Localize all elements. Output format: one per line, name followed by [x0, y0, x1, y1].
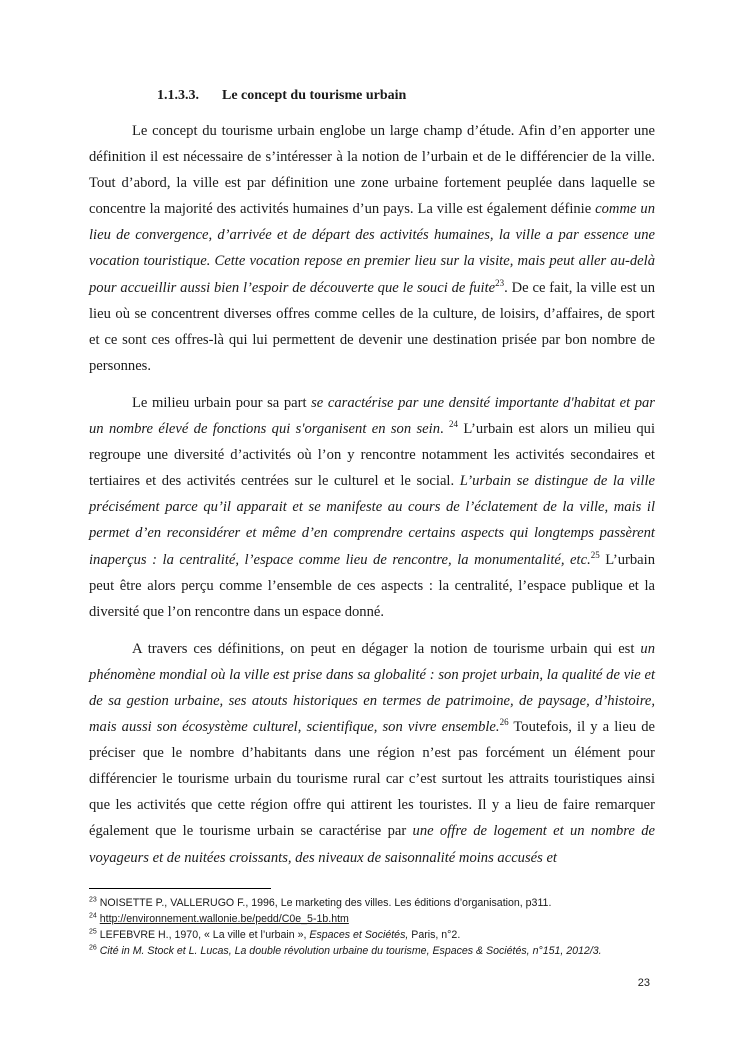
paragraph-2: [89, 390, 655, 625]
footnote-26: $^{26}$ Cité in M. Stock et L. Lucas, La double révolution urbaine du tourisme, Espaces & Sociétés, n°151, 2012/3.: [89, 944, 602, 957]
p3-text-c: Toutefois, il y a lieu de préciser que le nombre d’habitants dans une région n’est pas forcément un élément pour différencier le tourisme urbain du tourisme rural car c’est surtout les attraits touristiques ainsi que les activités que cette région offre qui attirent les touristes. Il y a lieu de faire remarquer également que le tourisme urbain se caractérise par: [89, 719, 655, 840]
footnote-23: $^{23}$ NOISETTE P., VALLERUGO F., 1996, Le marketing des villes. Les éditions d’organisation, p311.: [89, 896, 552, 909]
p3-text-a: A travers ces définitions, on peut en dégager la notion de tourisme urbain qui est: [132, 640, 641, 657]
footnote-ref-23[interactable]: 23: [495, 277, 505, 288]
p1-text-a: Le concept du tourisme urbain englobe un large champ d’étude. Afin d’en apporter une définition il est nécessaire de s’intéresser à la notion de l’urbain et de le différencier de la ville. Tout d’abord, la ville est par définition une zone urbaine fortement peuplée dans laquelle se concentre la majorité des activités humaines d’un pays. La ville est également définie: [89, 123, 655, 218]
p2-text-d: L’urbain est alors un milieu qui regroupe une diversité d’activités où l’on y rencontre notamment les activités secondaires et tertiaires et des activités centrées sur le culturel et le social.: [89, 421, 656, 490]
p1-quote: comme un lieu de convergence, d’arrivée et de départ des activités humaines, la ville a par essence une vocation touristique. Cette vocation repose en premier lieu sur la visite, mais peut aller au-delà pour accueillir aussi bien l’espoir de découverte que le souci de fuite: [89, 201, 655, 296]
paragraph-1: [89, 118, 655, 379]
footnote-ref-25[interactable]: 25: [590, 549, 600, 560]
section-title: Le concept du tourisme urbain: [222, 88, 407, 103]
section-heading: [157, 88, 406, 104]
footnote-25: $^{25}$ LEFEBVRE H., 1970, « La ville et l’urbain », Espaces et Sociétés, Paris, n°2.: [89, 928, 461, 941]
footnote-24: $^{24}$ http://environnement.wallonie.be/pedd/C0e_5-1b.htm: [89, 912, 349, 925]
page-number: 23: [637, 977, 650, 989]
body-text: [89, 118, 655, 882]
p1-text-c: . De ce fait, la ville est un lieu où se concentrent diverses offres comme celles de la culture, de loisirs, d’affaires, de sport et ce sont ces offres-là qui lui permettent de devenir une destination prisée par bon nombre de personnes.: [89, 279, 655, 374]
paragraph-3: [89, 636, 655, 871]
footnotes: [89, 895, 689, 959]
footnote-separator: [89, 888, 271, 889]
footnote-link[interactable]: http://environnement.wallonie.be/pedd/C0e_5-1b.htm: [99, 913, 349, 925]
p2-quote-2: L’urbain se distingue de la ville précisément parce qu’il apparait et se manifeste au cours de l’éclatement de la ville, mais il permet d’en reconsidérer et même d’en comprendre certains aspects qui longtemps passèrent inaperçus : la centralité, l’espace comme lieu de rencontre, la monumentalité, etc.: [89, 473, 655, 568]
p2-text-f: L’urbain peut être alors perçu comme l’ensemble de ces aspects : la centralité, l’espace publique et la diversité que l’on rencontre dans un espace donné.: [89, 551, 655, 620]
p2-text-a: Le milieu urbain pour sa part: [132, 394, 312, 411]
footnote-ref-26[interactable]: 26: [499, 717, 509, 728]
p3-quote-1: un phénomène mondial où la ville est prise dans sa globalité : son projet urbain, la qualité de vie et de sa gestion urbaine, ses atouts historiques en termes de patrimoine, de paysage, d’histoire, mais aussi son écosystème culturel, scientifique, son vivre ensemble.: [89, 640, 655, 736]
p3-quote-2: une offre de logement et un nombre de voyageurs et de nuitées croissants, des niveaux de saisonnalité moins accusés et: [89, 823, 655, 866]
footnote-ref-24[interactable]: 24: [449, 419, 459, 430]
p2-quote-1: se caractérise par une densité importante d'habitat et par un nombre élevé de fonctions qui s'organisent en son sein: [89, 394, 655, 438]
section-number: 1.1.3.3.: [157, 88, 199, 103]
p2-text-c: .: [440, 421, 450, 438]
